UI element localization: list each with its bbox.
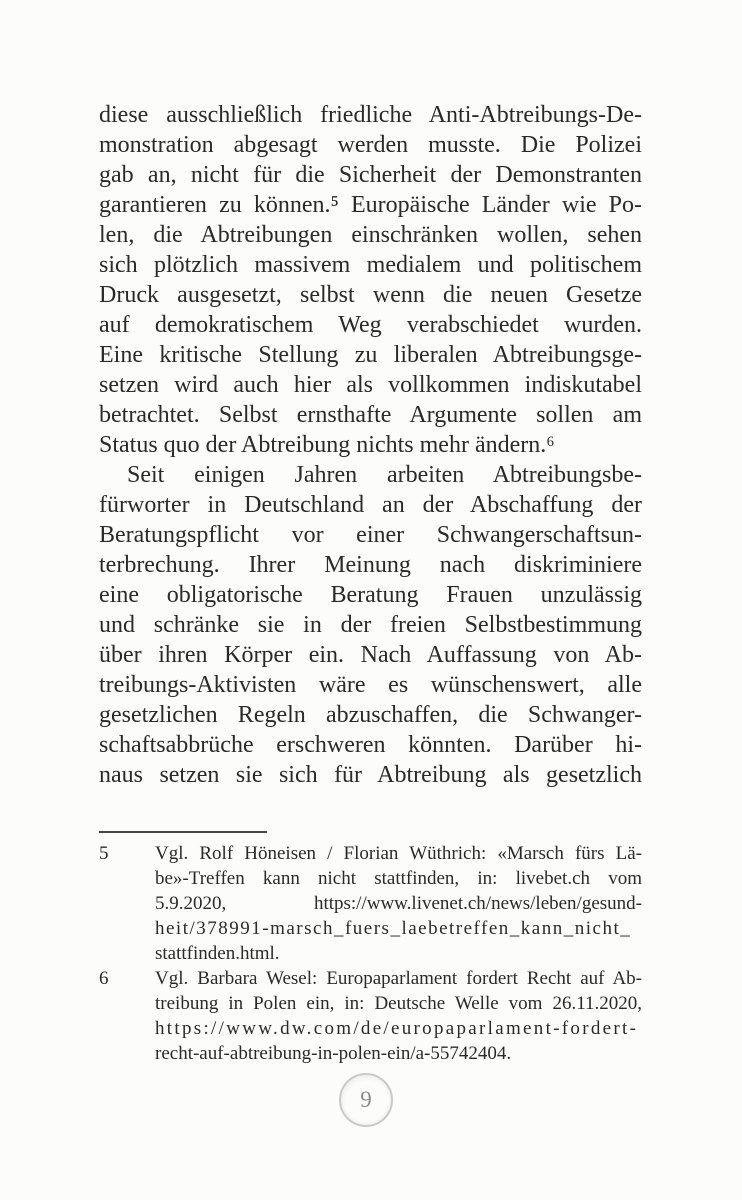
text-line: Beratungspflicht vor einer Schwangerschaftsun- <box>99 522 642 548</box>
text-line: be»-Treffen kann nicht stattfinden, in: livebet.ch vom <box>155 868 642 889</box>
text-line: garantieren zu können.⁵ Europäische Länder wie Po- <box>99 192 642 218</box>
text-line: monstration abgesagt werden musste. Die Polizei <box>99 132 642 158</box>
text-line: gab an, nicht für die Sicherheit der Demonstranten <box>99 162 642 188</box>
text-line: und schränke sie in der freien Selbstbestimmung <box>99 612 642 638</box>
text-line: recht-auf-abtreibung-in-polen-ein/a-55742404. <box>155 1043 512 1064</box>
text-line: naus setzen sie sich für Abtreibung als gesetzlich <box>99 762 642 788</box>
footnote-number: 5 <box>99 843 109 864</box>
text-line: schaftsabbrüche erschweren könnten. Darüber hi- <box>99 732 642 758</box>
page-number-badge <box>339 1073 393 1127</box>
text-line: sich plötzlich massivem medialem und politischem <box>99 252 642 278</box>
text-line: Status quo der Abtreibung nichts mehr ändern.⁶ <box>99 432 555 458</box>
footnote-text <box>155 966 642 1066</box>
text-line: Vgl. Barbara Wesel: Europaparlament fordert Recht auf Ab- <box>155 968 642 989</box>
text-line: Seit einigen Jahren arbeiten Abtreibungsbe- <box>127 462 642 488</box>
text-line: treibung in Polen ein, in: Deutsche Welle vom 26.11.2020, <box>155 993 642 1014</box>
body-text <box>99 100 642 790</box>
text-line: setzen wird auch hier als vollkommen indiskutabel <box>99 372 642 398</box>
text-line: gesetzlichen Regeln abzuschaffen, die Schwanger- <box>99 702 642 728</box>
page-number: 9 <box>360 1087 372 1112</box>
text-line: betrachtet. Selbst ernsthafte Argumente sollen am <box>99 402 642 428</box>
text-line: len, die Abtreibungen einschränken wollen, sehen <box>99 222 642 248</box>
text-line: stattfinden.html. <box>155 943 280 964</box>
text-line: 5.9.2020, https://www.livenet.ch/news/leben/gesund- <box>155 893 642 914</box>
text-line: fürworter in Deutschland an der Abschaffung der <box>99 492 642 518</box>
text-line: https://www.dw.com/de/europaparlament-fordert- <box>155 1018 639 1039</box>
footnote-separator-rule <box>99 831 267 833</box>
footnote-text <box>155 841 642 966</box>
text-line: über ihren Körper ein. Nach Auffassung von Ab- <box>99 642 642 668</box>
text-line: auf demokratischem Weg verabschiedet wurden. <box>99 312 642 338</box>
text-line: heit/378991-marsch_fuers_laebetreffen_kann_nicht_ <box>155 918 632 939</box>
text-line: treibungs-Aktivisten wäre es wünschenswert, alle <box>99 672 642 698</box>
footnote-5 <box>99 841 642 966</box>
text-line: eine obligatorische Beratung Frauen unzulässig <box>99 582 642 608</box>
text-line: Vgl. Rolf Höneisen / Florian Wüthrich: «Marsch fürs Lä- <box>155 843 642 864</box>
paragraph-1 <box>99 100 642 460</box>
footnote-number: 6 <box>99 968 109 989</box>
text-line: Eine kritische Stellung zu liberalen Abtreibungsge- <box>99 342 642 368</box>
text-line: terbrechung. Ihrer Meinung nach diskriminiere <box>99 552 642 578</box>
footnote-6 <box>99 966 642 1066</box>
text-line: Druck ausgesetzt, selbst wenn die neuen Gesetze <box>99 282 642 308</box>
paragraph-2 <box>99 460 642 790</box>
footnotes-section <box>99 841 642 1066</box>
text-line: diese ausschließlich friedliche Anti-Abtreibungs-De- <box>99 102 642 128</box>
